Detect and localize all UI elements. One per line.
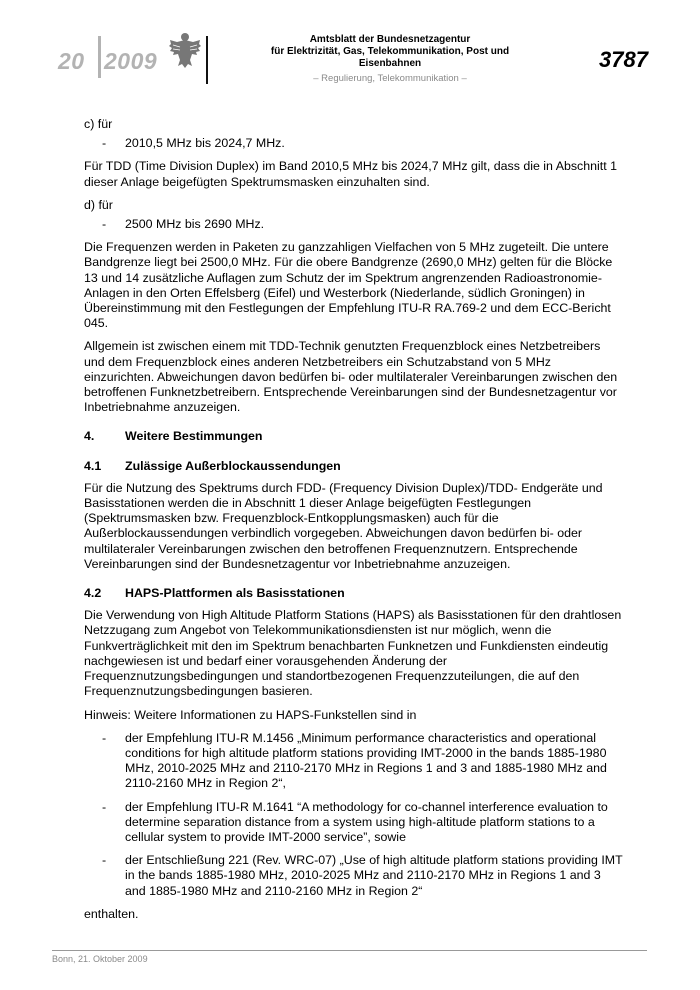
paragraph-hinweis: Hinweis: Weitere Informationen zu HAPS-Funkstellen sind in — [84, 707, 417, 722]
item-d-range — [84, 217, 624, 232]
section-number: 4. — [84, 429, 95, 444]
page-number: 3787 — [599, 47, 648, 72]
issue-year: 2009 — [104, 48, 158, 74]
header-divider — [206, 36, 208, 84]
dash-marker: - — [102, 853, 107, 868]
document-body — [84, 117, 624, 930]
list-item — [84, 853, 624, 899]
federal-eagle-icon — [168, 30, 202, 70]
section-title: Weitere Bestimmungen — [125, 429, 263, 444]
item-c-range — [84, 136, 624, 151]
paragraph-frequencies: Die Frequenzen werden in Paketen zu ganzzahligen Vielfachen von 5 MHz zugeteilt. Die untere Bandgrenze liegt bei 2500,0 MHz. Für die obere Bandgrenze (2690,0 MHz) gelten für die Blöcke 13 und 14 zusätzliche Auflagen zum Schutz der im Spektrum angrenzenden Radioastronomie-Anlagen in den Orten Effelsberg (Eifel) und Westerbork (Niederlande, südlich Groningen) in Übereinstimmung mit den Festlegungen der Empfehlung ITU-R RA.769-2 und dem ECC-Bericht 045. — [84, 240, 613, 331]
paragraph-4-1: Für die Nutzung des Spektrums durch FDD- (Frequency Division Duplex)/TDD- Endgeräte und Basisstationen werden die in Abschnitt 1 dieser Anlage beigefügten Festlegungen (Spektrumsmasken bzw. Frequenzblock-Entkopplungsmasken) auch für die Außerblockaussendungen verbindlich vorgegeben. Abweichungen davon bedürfen bi- oder multilateraler Vereinbarungen zwischen den betroffenen Frequenznutzern. Entsprechende Vereinbarungen sind der Bundesnetzagentur vor Inbetriebnahme anzuzeigen. — [84, 480, 603, 571]
list-item — [84, 800, 624, 846]
section-4-heading — [84, 429, 624, 444]
footer-date: Bonn, 21. Oktober 2009 — [52, 954, 148, 964]
section-4-1-heading — [84, 459, 624, 474]
section-number: 4.1 — [84, 458, 102, 473]
item-c-text: 2010,5 MHz bis 2024,7 MHz. — [125, 136, 285, 151]
issue-number: 20 — [58, 48, 85, 74]
section-title: HAPS-Plattformen als Basisstationen — [125, 586, 345, 601]
footer-divider — [52, 950, 647, 951]
section-label: – Regulierung, Telekommunikation – — [313, 73, 467, 84]
publisher-subtitle: für Elektrizität, Gas, Telekommunikation, Post und Eisenbahnen — [270, 46, 510, 69]
list-item — [84, 731, 624, 792]
page-header — [0, 0, 700, 95]
list-item-text: der Empfehlung ITU-R M.1456 „Minimum performance characteristics and operational conditions for high altitude platform stations providing IMT-2000 in the bands 1885-1980 MHz, 2010-2025 MHz and 2110-2170 MHz in Regions 1 and 3 and 1885-1980 MHz and 2110-2160 MHz in Region 2“, — [125, 730, 607, 791]
paragraph-tdd: Für TDD (Time Division Duplex) im Band 2010,5 MHz bis 2024,7 MHz gilt, dass die in Abschnitt 1 dieser Anlage beigefügten Spektrumsmasken einzuhalten sind. — [84, 159, 618, 189]
dash-marker: - — [102, 799, 107, 814]
item-d-text: 2500 MHz bis 2690 MHz. — [125, 217, 265, 232]
section-title: Zulässige Außerblockaussendungen — [125, 458, 341, 473]
paragraph-tdd-general: Allgemein ist zwischen einem mit TDD-Technik genutzten Frequenzblock eines Netzbetreibers und dem Frequenzblock eines anderen Netzbetreibers ein Schutzabstand von 5 MHz einzurichten. Abweichungen davon bedürfen bi- oder multilateraler Vereinbarungen zwischen den betroffenen Funknetzbetreibern. Entsprechende Vereinbarungen sind der Bundesnetzagentur vor Inbetriebnahme anzuzeigen. — [84, 339, 618, 415]
dash-marker: - — [102, 217, 107, 232]
paragraph-closing: enthalten. — [84, 906, 139, 921]
paragraph-4-2: Die Verwendung von High Altitude Platform Stations (HAPS) als Basisstationen für den drahtlosen Netzzugang zum Angebot von Telekommunikationsdiensten ist nur möglich, wenn die Funkverträglichkeit mit den im Spektrum benachbarten Funknetzen und Funkdiensten eindeutig nachgewiesen ist und bedarf einer vorausgehenden Änderung der Frequenznutzungsbedingungen und standortbezogenen Frequenzzuteilungen, die auf den Frequenznutzungsbedingungen basieren. — [84, 608, 622, 699]
publisher-block — [240, 34, 540, 85]
item-c-label: c) für — [84, 117, 113, 131]
item-d-label: d) für — [84, 197, 113, 212]
section-number: 4.2 — [84, 586, 102, 601]
list-item-text: der Empfehlung ITU-R M.1641 “A methodology for co-channel interference evaluation to determine separation distance from a system using high-altitude platform stations to a cellular system to provide IMT-2000 service”, sowie — [125, 799, 608, 844]
issue-divider — [98, 36, 101, 78]
dash-marker: - — [102, 730, 107, 745]
list-item-text: der Entschließung 221 (Rev. WRC-07) „Use of high altitude platform stations providing IMT in the bands 1885-1980 MHz, 2010-2025 MHz and 2110-2170 MHz in Regions 1 and 3 and 1885-1980 MHz and 2110-2160 MHz in Region 2“ — [125, 853, 623, 898]
publisher-title: Amtsblatt der Bundesnetzagentur — [309, 34, 471, 45]
section-4-2-heading — [84, 586, 624, 601]
dash-marker: - — [102, 136, 107, 151]
